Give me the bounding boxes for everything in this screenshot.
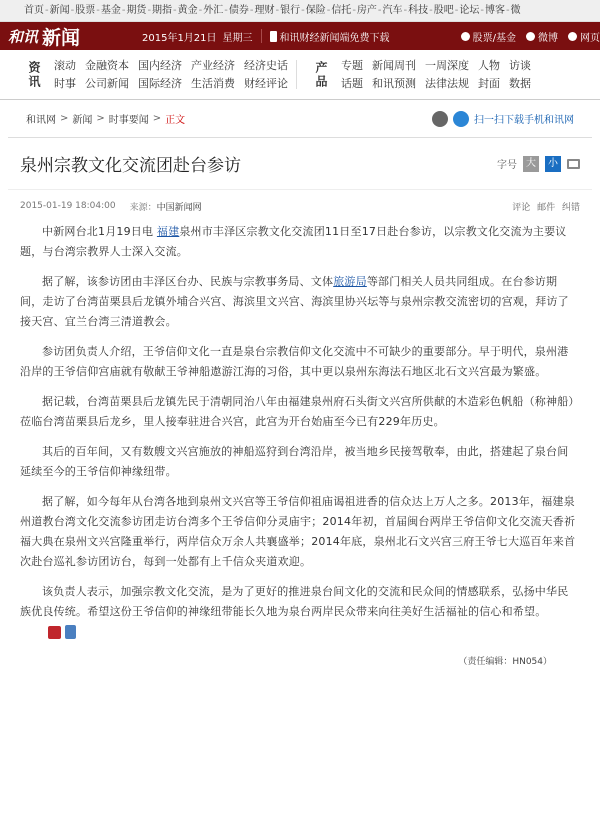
- topnav-link[interactable]: 微: [510, 5, 521, 16]
- paragraph: [20, 222, 576, 262]
- radio-weibo[interactable]: [526, 32, 535, 41]
- channel-link[interactable]: 国际经济: [138, 76, 182, 90]
- channel-link[interactable]: 财经评论: [244, 76, 288, 90]
- apple-icon[interactable]: [432, 111, 448, 127]
- topnav-link[interactable]: 外汇: [203, 5, 224, 16]
- topnav-link[interactable]: 科技: [408, 5, 429, 16]
- hexun-share-icon[interactable]: [48, 626, 61, 639]
- channel-group-news: [54, 50, 288, 99]
- topnav-link[interactable]: 债券: [228, 5, 249, 16]
- channel-label-text: 资讯: [27, 60, 41, 89]
- responsible-editor: （责任编辑：HN054）: [458, 657, 552, 667]
- article-datetime: 2015-01-19 18:04:00: [20, 201, 116, 211]
- paragraph: [20, 272, 576, 332]
- channel-link[interactable]: 公司新闻: [85, 76, 129, 90]
- breadcrumb-home[interactable]: 和讯网: [26, 115, 56, 126]
- paragraph-text: 中新网台北1月19日电: [42, 225, 157, 238]
- nav-separator: -: [429, 5, 433, 16]
- topnav-link[interactable]: 房产: [356, 5, 377, 16]
- channel-link[interactable]: 和讯预测: [372, 76, 416, 90]
- nav-separator: -: [224, 5, 228, 16]
- nav-separator: -: [403, 5, 408, 16]
- paragraph: 据了解，如今每年从台湾各地到泉州文兴宫等王爷信仰祖庙谒祖进香的信众达上万人之多。2013年，福建泉州道教台湾文化交流参访团走访台湾多个王爷信仰分灵庙宇；2014年初，首届闽台两岸王爷信仰文化交流天香祈福大典在泉州文兴宫隆重举行，两岸信众万余人共襄盛举；2014年底，泉州北石文兴宫三府王爷七大巡百年来首次赴台巡礼参访团访台，每到一处都有上千信众夹道欢迎。: [20, 495, 576, 568]
- channel-link[interactable]: 新闻周刊: [372, 58, 416, 72]
- top-navigation: [0, 0, 600, 22]
- topnav-link[interactable]: 博客: [484, 5, 505, 16]
- source-label: 来源：: [129, 202, 157, 213]
- nav-separator: -: [454, 5, 459, 16]
- app-download-link[interactable]: 和讯财经新闻端免费下载: [279, 32, 390, 44]
- paragraph: 据记载，台湾苗栗县后龙镇先民于清朝同治八年由福建泉州府石头街文兴宫所供献的木造彩色帆船（称神船）莅临台湾苗栗县后龙乡，里人接奉驻进合兴宫，此宫为开台始庙至今已有229年历史。: [20, 395, 575, 428]
- paragraph-text: 该负责人表示，加强宗教文化交流，是为了更好的推进泉台间文化的交流和民众间的情感联系，弘扬中华民族优良传统。希望这份王爷信仰的神缘纽带能长久地为泉台两岸民众带来向往美好生活福祉的信心和希望。: [20, 585, 569, 618]
- radio-label-stock-fund: 股票/基金: [472, 32, 516, 44]
- chevron-right-icon: >: [152, 113, 162, 124]
- channel-link[interactable]: 国内经济: [138, 58, 182, 72]
- font-small-button[interactable]: 小: [545, 156, 561, 172]
- nav-separator: -: [352, 5, 356, 16]
- nav-separator: -: [147, 5, 152, 16]
- channel-link[interactable]: 话题: [341, 76, 363, 90]
- site-header: [0, 22, 600, 50]
- channel-link[interactable]: 生活消费: [191, 76, 235, 90]
- topnav-link[interactable]: 期指: [152, 5, 173, 16]
- radio-label-web: 网页: [580, 32, 600, 44]
- article-tools: [497, 156, 580, 172]
- channel-link[interactable]: 封面: [478, 76, 500, 90]
- nav-separator: -: [301, 5, 305, 16]
- channel-link[interactable]: 数据: [509, 76, 531, 90]
- mobile-app-text[interactable]: 扫一扫下载手机和讯网: [474, 115, 574, 126]
- chevron-right-icon: >: [96, 113, 105, 124]
- font-size-label: 字号: [497, 160, 517, 171]
- nav-separator: -: [377, 5, 382, 16]
- nav-separator: -: [326, 5, 331, 16]
- breadcrumb-current: 正文: [165, 115, 186, 126]
- channel-label-products: [309, 50, 333, 99]
- nav-separator: -: [173, 5, 177, 16]
- channel-navigation: [0, 50, 600, 100]
- nav-separator: -: [249, 5, 254, 16]
- channel-link[interactable]: 时事: [54, 76, 76, 90]
- inline-link-fujian[interactable]: 福建: [156, 225, 180, 238]
- article-body: [0, 222, 600, 672]
- paragraph-text: 泉州市丰泽区宗教文化交流团11日至17日赴台参访，以宗教文化交流为主要议题，与台湾宗教界人士深入交流。: [20, 225, 567, 258]
- mobile-share-icon[interactable]: [65, 625, 76, 639]
- channel-link[interactable]: 产业经济: [191, 58, 235, 72]
- topnav-link[interactable]: 银行: [280, 5, 301, 16]
- android-icon[interactable]: [453, 111, 469, 127]
- breadcrumb: [8, 100, 592, 138]
- search-scope-options: [451, 29, 600, 44]
- topnav-link[interactable]: 汽车: [382, 5, 403, 16]
- paragraph-text: 据了解，该参访团由丰泽区台办、民族与宗教事务局、文体: [42, 275, 334, 288]
- channel-link[interactable]: 经济史话: [244, 58, 288, 72]
- nav-separator: -: [45, 5, 49, 16]
- channel-divider: [296, 60, 297, 89]
- paragraph: 参访团负责人介绍，王爷信仰文化一直是泉台宗教信仰文化交流中不可缺少的重要部分。早于明代，泉州港沿岸的王爷信仰宫庙就有敬献王爷神船遨游江海的习俗，其中更以泉州东海法石地区北石文兴宫最为繁盛。: [20, 345, 569, 378]
- topnav-link[interactable]: 理财: [254, 5, 275, 16]
- channel-link[interactable]: 一周深度: [425, 58, 469, 72]
- nav-separator: -: [121, 5, 126, 16]
- article-meta: [8, 190, 592, 222]
- share-icons: [26, 622, 76, 642]
- topnav-link[interactable]: 新闻: [49, 5, 70, 16]
- topnav-link[interactable]: 股吧: [433, 5, 454, 16]
- channel-label-text: 产品: [314, 60, 328, 89]
- phone-icon: [270, 31, 277, 42]
- nav-separator: -: [275, 5, 280, 16]
- mobile-app-promo[interactable]: [432, 111, 574, 127]
- channel-link[interactable]: 访谈: [509, 58, 531, 72]
- site-logo[interactable]: [0, 22, 130, 50]
- radio-stock-fund[interactable]: [461, 32, 470, 41]
- nav-separator: -: [198, 5, 203, 16]
- nav-separator: -: [70, 5, 75, 16]
- channel-link[interactable]: 法律法规: [425, 76, 469, 90]
- topnav-link[interactable]: 基金: [100, 5, 121, 16]
- topnav-link[interactable]: 股票: [75, 5, 96, 16]
- paragraph: 其后的百年间，又有数艘文兴宫施放的神船巡狩到台湾沿岸，被当地乡民接驾敬奉，由此，搭建起了泉台间延续至今的王爷信仰神缘纽带。: [20, 445, 569, 478]
- topnav-link[interactable]: 论坛: [459, 5, 480, 16]
- font-large-button[interactable]: 大: [523, 156, 539, 172]
- topnav-link[interactable]: 黄金: [177, 5, 198, 16]
- radio-web[interactable]: [568, 32, 577, 41]
- breadcrumb-news[interactable]: 新闻: [72, 115, 93, 126]
- channel-label-news: [22, 50, 46, 99]
- radio-label-weibo: 微博: [538, 32, 558, 44]
- breadcrumb-section[interactable]: 时事要闻: [108, 115, 149, 126]
- nav-separator: -: [480, 5, 484, 16]
- header-date: 2015年1月21日: [142, 32, 217, 44]
- channel-link[interactable]: 滚动: [54, 58, 76, 72]
- channel-group-products: [341, 50, 531, 99]
- topnav-link[interactable]: 首页: [24, 5, 44, 16]
- inline-link-tourism[interactable]: 旅游局: [333, 275, 367, 288]
- topnav-link[interactable]: 期货: [126, 5, 147, 16]
- nav-separator: -: [505, 5, 510, 16]
- topnav-link[interactable]: 保险: [305, 5, 326, 16]
- paragraph-text: 等部门相关人员共同组成。在台参访期间，走访了台湾苗栗县后龙镇外埔合兴宫、海滨里文兴宫、海滨里协兴坛等与泉州宗教交流密切的宫观，拜访了接天宫、宜兰台湾三清道教会。: [20, 275, 569, 328]
- channel-link[interactable]: 专题: [341, 58, 363, 72]
- nav-separator: -: [96, 5, 100, 16]
- logo-section: 新闻: [42, 26, 81, 49]
- header-weekday: 星期三: [222, 32, 253, 44]
- channel-link[interactable]: 金融资本: [85, 58, 129, 72]
- header-divider: [261, 29, 262, 43]
- article-header: [8, 138, 592, 190]
- article-source: 中国新闻网: [156, 202, 202, 213]
- logo-brand: 和讯: [8, 27, 39, 46]
- article-title: 泉州宗教文化交流团赴台参访: [20, 156, 241, 176]
- print-icon[interactable]: [567, 159, 580, 169]
- topnav-link[interactable]: 信托: [331, 5, 352, 16]
- channel-link[interactable]: 人物: [478, 58, 500, 72]
- article-actions[interactable]: 评论 邮件 纠错: [512, 202, 580, 213]
- paragraph: [20, 582, 576, 642]
- chevron-right-icon: >: [60, 113, 69, 124]
